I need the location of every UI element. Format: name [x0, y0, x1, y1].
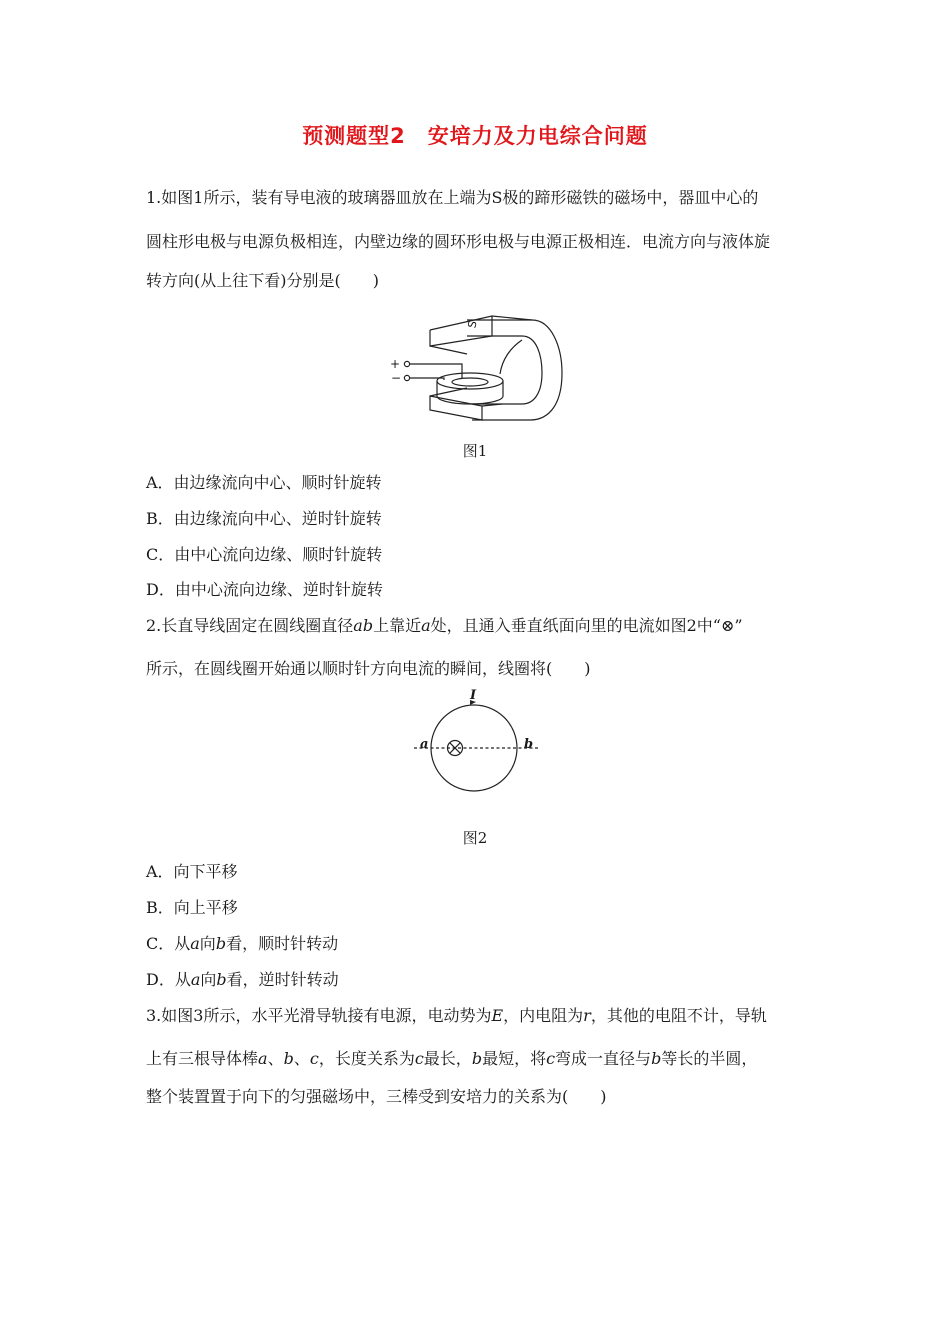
q3-l2-text-1: 上有三根导体棒 — [146, 1049, 259, 1068]
q1-option-b: B．由边缘流向中心、逆时针旋转 — [146, 509, 382, 528]
q2-d-text-3: 看，逆时针转动 — [226, 970, 339, 989]
q3-l1-text-2: ，内电阻为 — [503, 1006, 584, 1025]
q2-var-ab: ab — [353, 616, 374, 635]
q1-option-a: A．由边缘流向中心、顺时针旋转 — [146, 473, 382, 492]
q3-l2-sep-1: 、 — [267, 1049, 284, 1068]
q2-option-a: A．向下平移 — [146, 862, 238, 881]
q2-text-1: 2.长直导线固定在圆线圈直径 — [146, 616, 354, 635]
q2-text-3: 处，且通入垂直纸面向里的电流如图2中“⊗” — [430, 616, 743, 635]
q2-option-d — [146, 970, 339, 990]
coil-label-a: a — [420, 737, 429, 752]
q2-text-2: 上靠近 — [373, 616, 422, 635]
q2-c-var-a: a — [190, 934, 200, 953]
q2-d-var-a: a — [190, 970, 201, 989]
figure-1-horseshoe-magnet — [382, 308, 582, 433]
current-label-i: I — [470, 688, 477, 703]
page-title: 预测题型2 安培力及力电综合问题 — [302, 124, 648, 148]
q3-var-c: c — [309, 1049, 319, 1068]
q2-c-text-2: 向 — [199, 934, 216, 953]
q2-c-text-1: C．从 — [146, 934, 191, 953]
coil-label-b: b — [524, 737, 534, 752]
minus-terminal-label: − — [391, 371, 402, 385]
q3-var-b-2: b — [471, 1049, 483, 1068]
q3-var-b: b — [283, 1049, 294, 1068]
q3-l2-text-6: 等长的半圆， — [661, 1049, 758, 1068]
q2-d-text-1: D．从 — [146, 970, 191, 989]
q3-l2-text-4: 最短，将 — [482, 1049, 547, 1068]
q2-option-c — [146, 934, 338, 954]
q2-d-var-b: b — [216, 970, 227, 989]
q3-line-3: 整个装置置于向下的匀强磁场中，三棒受到安培力的关系为( ) — [146, 1087, 607, 1106]
q3-l2-text-3: 最长， — [423, 1049, 472, 1068]
q1-line-1: 1.如图1所示，装有导电液的玻璃器皿放在上端为S极的蹄形磁铁的磁场中，器皿中心的 — [146, 188, 759, 207]
figure-1-caption: 图1 — [462, 442, 488, 460]
q3-var-c-2: c — [414, 1049, 424, 1068]
q2-d-text-2: 向 — [200, 970, 217, 989]
q2-var-a: a — [421, 616, 431, 635]
q3-l1-text-1: 3.如图3所示，水平光滑导轨接有电源，电动势为 — [146, 1006, 492, 1025]
q3-var-e: E — [491, 1006, 504, 1025]
q2-c-text-3: 看，顺时针转动 — [226, 934, 339, 953]
q1-line-2: 圆柱形电极与电源负极相连，内壁边缘的圆环形电极与电源正极相连．电流方向与液体旋 — [146, 232, 771, 251]
q3-l2-sep-2: 、 — [293, 1049, 310, 1068]
q2-line-1 — [146, 616, 743, 636]
q1-option-d: D．由中心流向边缘、逆时针旋转 — [146, 580, 383, 599]
q2-c-var-b: b — [215, 934, 227, 953]
q3-l2-text-2: ，长度关系为 — [318, 1049, 415, 1068]
q2-line-2: 所示，在圆线圈开始通以顺时针方向电流的瞬间，线圈将( ) — [146, 659, 591, 678]
q3-var-a: a — [258, 1049, 268, 1068]
q3-var-b-3: b — [651, 1049, 662, 1068]
plus-terminal-label: + — [390, 357, 401, 371]
q3-line-1 — [146, 1006, 767, 1026]
q3-var-c-3: c — [546, 1049, 556, 1068]
q3-l2-text-5: 弯成一直径与 — [555, 1049, 652, 1068]
q3-var-r: r — [583, 1006, 591, 1025]
figure-2-caption: 图2 — [462, 829, 488, 847]
q3-line-2 — [146, 1049, 757, 1069]
q1-option-c: C．由中心流向边缘、顺时针旋转 — [146, 545, 383, 564]
magnet-s-label: S — [465, 319, 480, 330]
q3-l1-text-3: ，其他的电阻不计，导轨 — [590, 1006, 767, 1025]
q2-option-b: B．向上平移 — [146, 898, 238, 917]
q1-line-3: 转方向(从上往下看)分别是( ) — [146, 271, 379, 290]
